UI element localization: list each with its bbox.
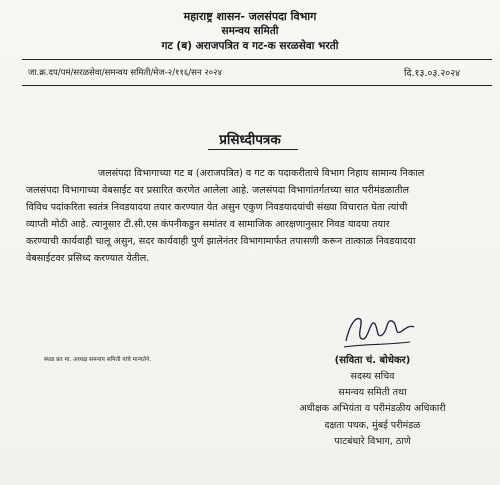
header-bottom-rule xyxy=(22,85,492,86)
signatory-designation-2: समन्वय समिती तथा xyxy=(338,387,407,398)
notice-line-2: जलसंपदा विभागाच्या वेबसाईट वर प्रसारित करणेत आलेला आहे. जलसंपदा विभागांतर्गतच्या सात परीमंडळातील xyxy=(26,185,409,196)
signatory-designation-1: सदस्य सचिव xyxy=(350,371,395,382)
reference-number: जा.क्र.दप/पमं/सरळसेवा/समन्वय समिती/मेज-२/११६/सन २०२४ xyxy=(28,68,223,78)
notice-line-5: करण्याची कार्यवाही चालू असुन, सदर कार्यवाही पुर्ण झालेनंतर विभागामार्फत तपासणी करून तात्काळ निवडयादया xyxy=(26,236,416,247)
notice-line-3: विविध पदांकरिता स्वतंत्र निवडयादया तयार करण्यात येत असुन एकुण निवडयादयांची संख्या विचारात घेता त्यांची xyxy=(26,202,408,213)
signatory-office-1: दक्षता पथक, मुंबई परीमंडळ xyxy=(324,420,421,431)
copy-note: स्थळ प्रत मा. अध्यक्ष समन्वय समिती यांचे मान्यतेने. xyxy=(44,357,152,363)
notice-line-4: व्याप्ती मोठी आहे. त्यानुसार टी.सी.एस कंपनीकडुन समांतर व सामाजिक आरक्षणानुसार निवड यादया तयार xyxy=(26,219,390,230)
reference-date: दि.१३.०३.२०२४ xyxy=(404,68,461,79)
notice-line-1: जलसंपदा विभागाच्या गट ब (अराजपत्रित) व गट क पदाकरीताचे विभाग निहाय सामान्य निकाल xyxy=(98,168,425,179)
header-top-rule xyxy=(22,59,492,60)
header-recruitment: गट (ब) अराजपत्रित व गट-क सरळसेवा भरती xyxy=(161,40,339,52)
header-ministry: महाराष्ट्र शासन- जलसंपदा विभाग xyxy=(183,10,317,23)
signatory-designation-3: अधीक्षक अभियंता व परीमंडळीय अधिकारी xyxy=(299,403,446,414)
signature-scribble xyxy=(340,311,420,351)
signatory-name: (सविता चं. बोधेकर) xyxy=(334,355,411,366)
notice-line-6: वेबसाईटवर प्रसिध्द करण्यात येतील. xyxy=(26,253,150,264)
header-committee: समन्वय समिती xyxy=(221,25,279,37)
signatory-office-2: पाटबंधारे विभाग, ठाणे xyxy=(334,436,411,447)
notice-title-underline xyxy=(208,149,298,150)
notice-title: प्रसिध्दीपत्रक xyxy=(219,132,281,148)
